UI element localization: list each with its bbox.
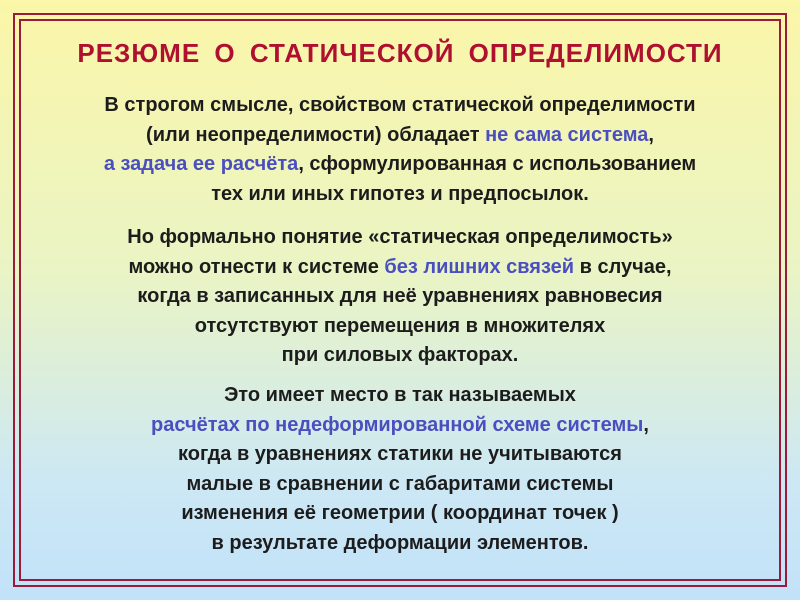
paragraph-line (0, 411, 800, 441)
paragraph-line (0, 341, 800, 371)
paragraph-line (0, 253, 800, 283)
highlighted-text: расчётах по недеформированной схеме системы (151, 413, 644, 436)
text-span: отсутствуют перемещения в множителях (194, 314, 606, 337)
text-span: в случае, (574, 255, 672, 278)
paragraph-line (0, 381, 800, 411)
text-span: , (643, 413, 649, 436)
text-span: Это имеет место в так называемых (224, 384, 576, 406)
text-span: Но формально понятие «статическая определимость» (127, 226, 673, 248)
text-span: когда в записанных для неё уравнениях равновесия (137, 285, 663, 308)
highlighted-text: а задача ее расчёта (103, 153, 299, 176)
paragraph-line (0, 440, 800, 470)
text-span: когда в уравнениях статики не учитываются (178, 443, 622, 466)
paragraph-formal-notion (0, 223, 800, 371)
paragraph-line (0, 91, 800, 121)
text-span: , сформулированная с использованием (298, 153, 697, 176)
paragraph-line (0, 529, 800, 559)
paragraph-undeformed-scheme (0, 381, 800, 559)
paragraph-line (0, 150, 800, 180)
paragraph-definition (0, 91, 800, 209)
paragraph-line (0, 499, 800, 529)
text-span: (или неопределимости) обладает (146, 123, 486, 146)
text-span: можно отнести к системе (128, 255, 385, 278)
text-span: в результате деформации элементов. (211, 531, 589, 554)
slide-title: РЕЗЮМЕ О СТАТИЧЕСКОЙ ОПРЕДЕЛИМОСТИ (77, 38, 723, 68)
paragraph-line (0, 180, 800, 210)
text-span: изменения её геометрии ( координат точек ) (181, 502, 619, 525)
highlighted-text: не сама система (485, 123, 649, 146)
paragraph-line (0, 223, 800, 253)
text-span: при силовых факторах. (281, 344, 519, 367)
text-span: малые в сравнении с габаритами системы (186, 472, 614, 495)
text-span: , (648, 123, 654, 146)
text-span: тех или иных гипотез и предпосылок. (211, 182, 589, 205)
highlighted-text: без лишних связей (384, 255, 575, 278)
text-span: В строгом смысле, свойством статической определимости (104, 94, 696, 116)
paragraph-line (0, 121, 800, 151)
paragraph-line (0, 282, 800, 312)
paragraph-line (0, 470, 800, 500)
paragraph-line (0, 312, 800, 342)
